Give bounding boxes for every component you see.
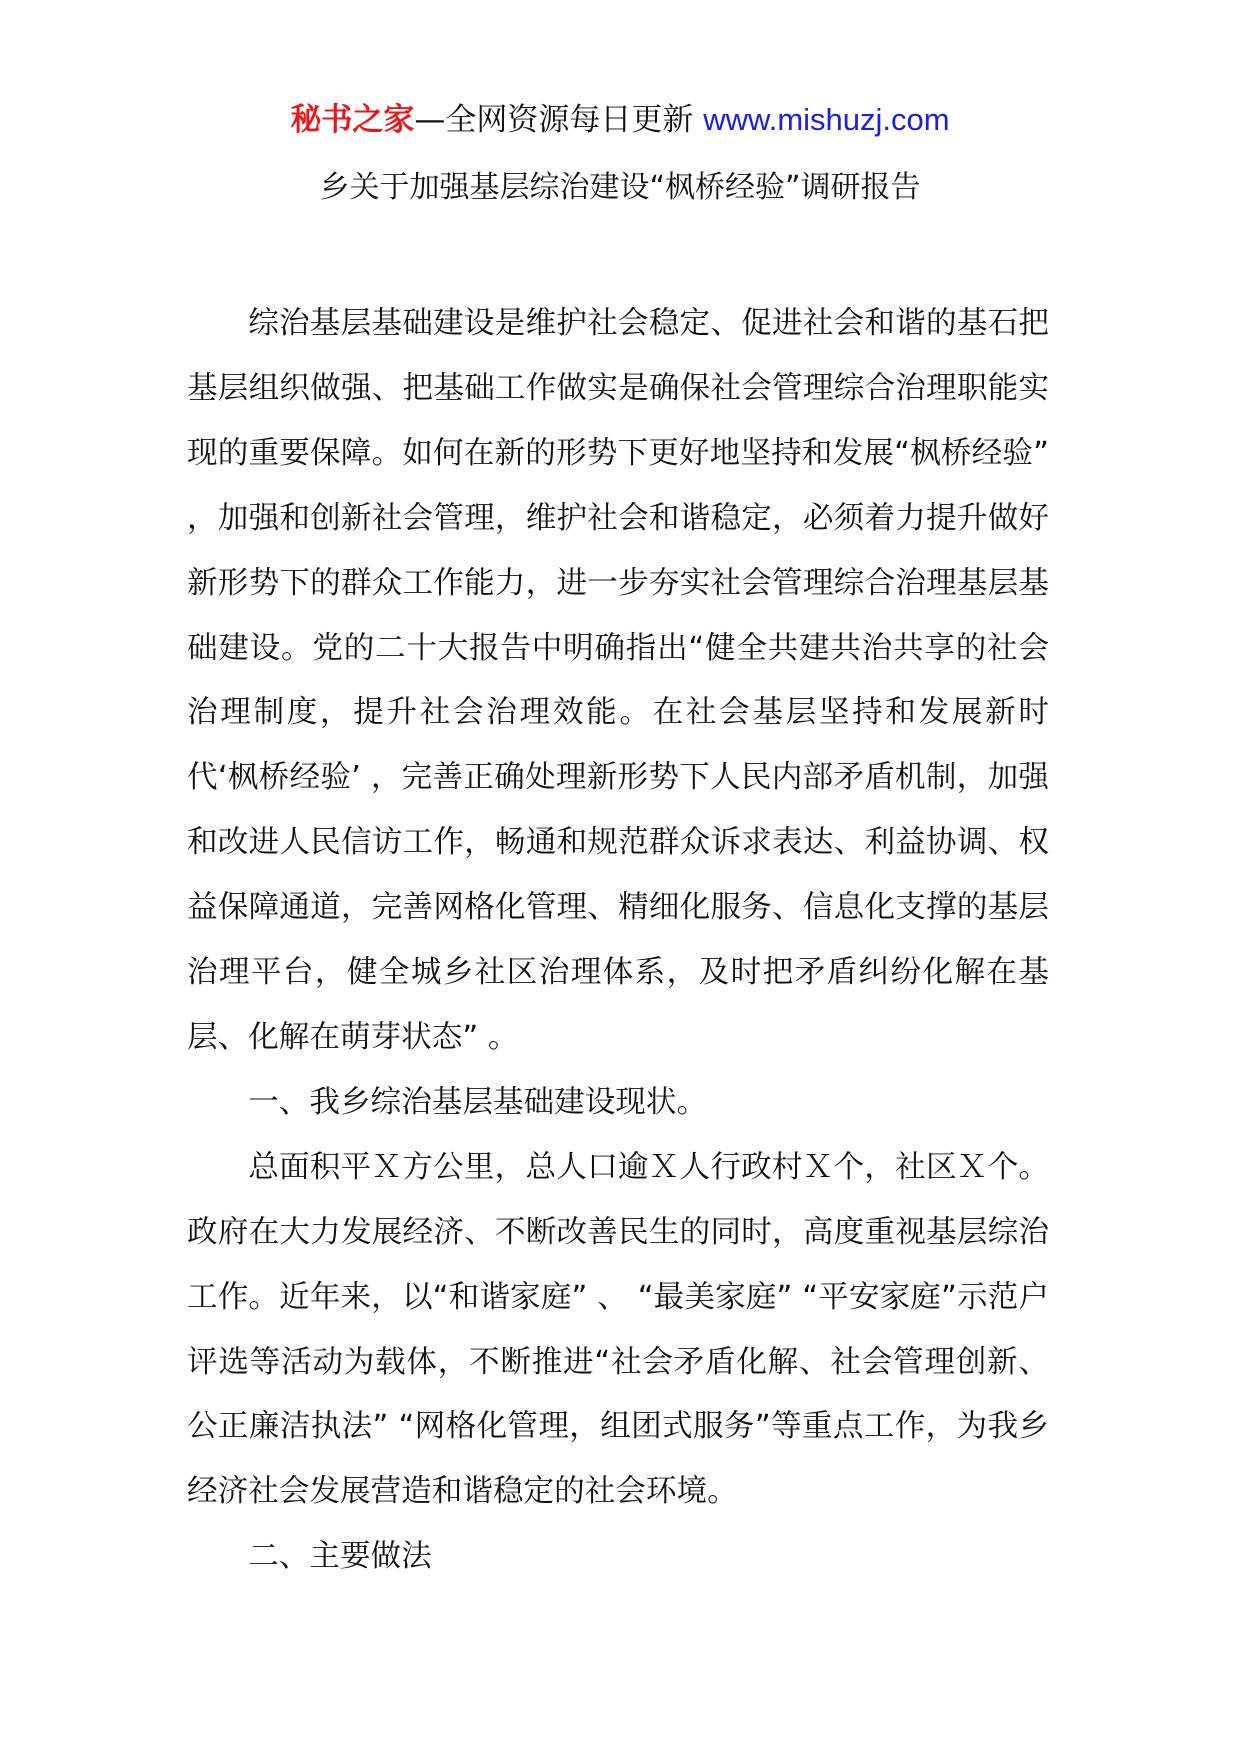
site-brand: 秘书之家	[290, 102, 415, 138]
paragraph-status: 总面积平Ｘ方公里，总人口逾Ｘ人行政村Ｘ个，社区Ｘ个。政府在大力发展经济、不断改善民生的同时，高度重视基层综治工作。近年来，以“和谐家庭” 、 “最美家庭” “平安家庭”示范户评选等活动为载体，不断推进“社会矛盾化解、社会管理创新、公正廉洁执法” “网格化管理，组团式服务”等重点工作，为我乡经济社会发展营造和谐稳定的社会环境。	[187, 1149, 1049, 1510]
paragraph-intro: 综治基层基础建设是维护社会稳定、促进社会和谐的基石把基层组织做强、把基础工作做实是确保社会管理综合治理职能实现的重要保障。如何在新的形势下更好地坚持和发展“枫桥经验” ，加强和创新社会管理，维护社会和谐稳定，必须着力提升做好新形势下的群众工作能力，进一步夯实社会管理综合治理基层基础建设。党的二十大报告中明确指出“健全共建共治共享的社会治理制度，提升社会治理效能。在社会基层坚持和发展新时代‘枫桥经验’ ，完善正确处理新形势下人民内部矛盾机制，加强和改进人民信访工作，畅通和规范群众诉求表达、利益协调、权益保障通道，完善网格化管理、精细化服务、信息化支撑的基层治理平台，健全城乡社区治理体系，及时把矛盾纠纷化解在基层、化解在萌芽状态” 。	[187, 306, 1049, 1055]
section-heading-status: 一、我乡综治基层基础建设现状。	[248, 1084, 708, 1120]
document-body	[187, 292, 1049, 1590]
site-header	[0, 98, 1240, 142]
site-tagline: —全网资源每日更新	[414, 102, 704, 138]
site-url-link[interactable]: www.mishuzj.com	[703, 102, 950, 137]
document-title: 乡关于加强基层综治建设“枫桥经验”调研报告	[319, 170, 921, 205]
section-heading-methods: 二、主要做法	[248, 1539, 432, 1575]
